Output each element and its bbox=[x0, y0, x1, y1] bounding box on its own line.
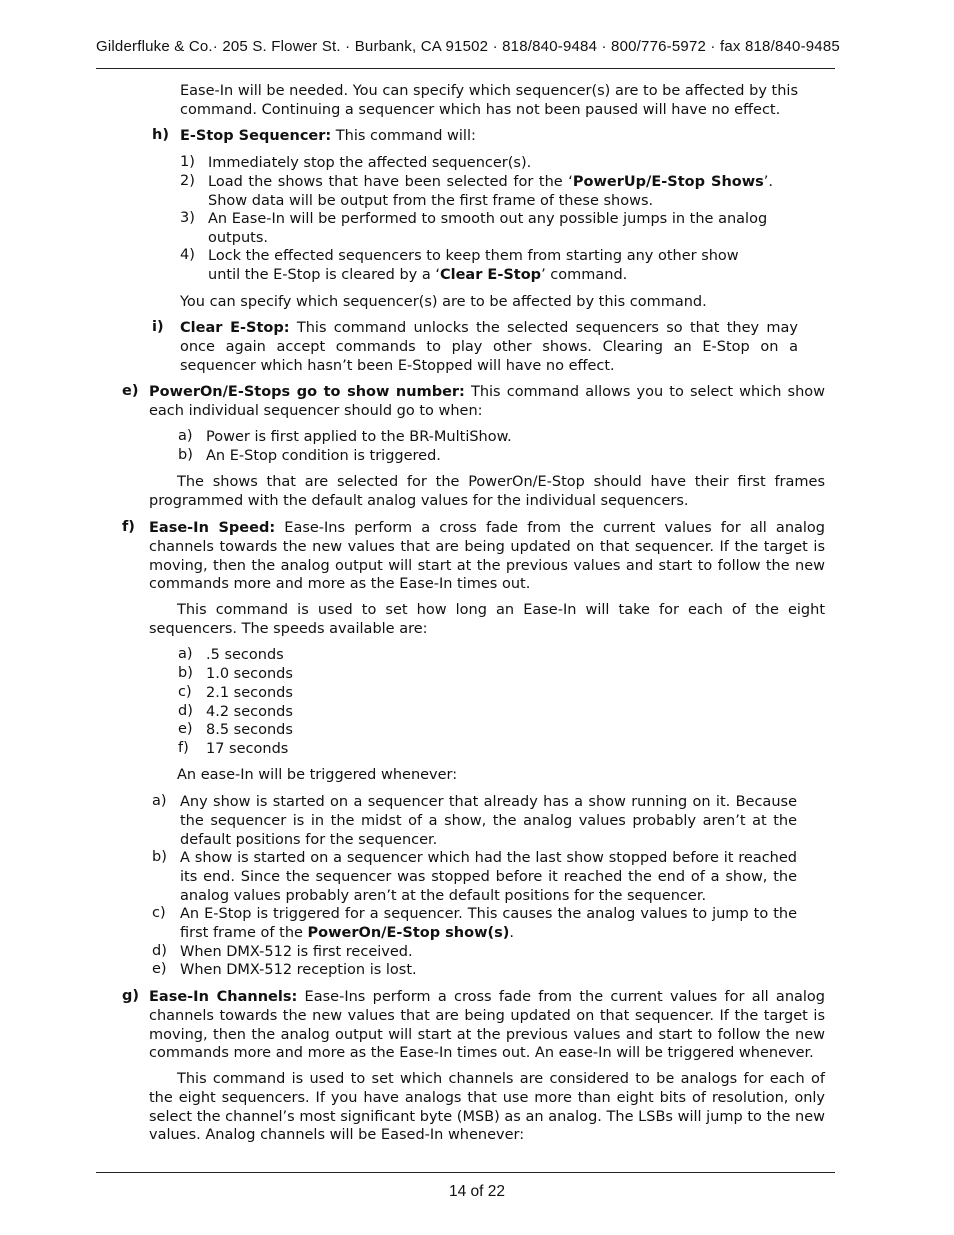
item-e-text: This command allows you to select which show each individual sequencer should go to when: bbox=[149, 384, 825, 419]
e-sub: Power is first applied to the BR-MultiShow. bbox=[206, 429, 512, 445]
case-num: a) bbox=[152, 793, 167, 809]
item-g-title: Ease-In Channels: bbox=[149, 989, 298, 1005]
e-sub: An E-Stop condition is triggered. bbox=[206, 448, 441, 464]
item-f bbox=[149, 519, 825, 594]
e-sub-num: a) bbox=[178, 428, 193, 444]
speed-option: 2.1 seconds bbox=[206, 685, 293, 701]
item-e-title: PowerOn/E-Stops go to show number: bbox=[149, 384, 465, 400]
h-step-text: Load the shows that have been selected for the ‘ bbox=[208, 174, 573, 190]
h-step-num: 2) bbox=[180, 173, 195, 189]
speed-option: 1.0 seconds bbox=[206, 666, 293, 682]
h-step-text: ’. Show data will be output from the first frame of these shows. bbox=[208, 174, 774, 209]
h-step bbox=[208, 247, 773, 285]
item-g-text: Ease-Ins perform a cross fade from the current values for all analog channels towards the new values that are being updated on that sequencer. If the target is moving, then the analog output will start at the previous values and start to follow the new commands more and more as the Ease-In times out. An ease-In will be triggered whenever. bbox=[149, 989, 825, 1062]
item-e-marker: e) bbox=[122, 383, 139, 399]
case-num: e) bbox=[152, 961, 167, 977]
case-num: c) bbox=[152, 905, 166, 921]
h-step-text: Lock the effected sequencers to keep them from starting any other show until the E-Stop is cleared by a ‘ bbox=[208, 248, 739, 283]
case-num: b) bbox=[152, 849, 167, 865]
footer-rule bbox=[96, 1172, 835, 1173]
page-header: Gilderfluke & Co.· 205 S. Flower St. · Burbank, CA 91502 · 818/840-9484 · 800/776-5972 · fax 818/840-9485 bbox=[96, 38, 840, 55]
speed-option: 17 seconds bbox=[206, 741, 289, 757]
speed-num: b) bbox=[178, 665, 193, 681]
case-item: When DMX-512 reception is lost. bbox=[180, 962, 417, 978]
h-step-num: 3) bbox=[180, 210, 195, 226]
item-i-marker: i) bbox=[152, 319, 164, 335]
speed-num: a) bbox=[178, 646, 193, 662]
item-i-text: This command unlocks the selected sequencers so that they may once again accept commands to play other shows. Clearing an E-Stop on a sequencer which hasn’t been E-Stopped will have no effect. bbox=[180, 320, 798, 374]
item-i bbox=[180, 319, 798, 375]
h-step-text: ’ command. bbox=[541, 266, 628, 283]
item-h-marker: h) bbox=[152, 127, 169, 143]
case-num: d) bbox=[152, 943, 167, 959]
case-text: An E-Stop is triggered for a sequencer. This causes the analog values to jump to the first frame of the bbox=[180, 906, 797, 941]
item-i-title: Clear E-Stop: bbox=[180, 320, 290, 336]
item-e bbox=[149, 383, 825, 421]
speed-option: 8.5 seconds bbox=[206, 722, 293, 738]
item-f-trigger: An ease-In will be triggered whenever: bbox=[177, 767, 458, 783]
case-item: When DMX-512 is first received. bbox=[180, 944, 413, 960]
item-f-text: Ease-Ins perform a cross fade from the current values for all analog channels towards the new values that are being updated on that sequencer. If the target is moving, then the analog output will start at the previous values and start to follow the new commands more and more as the Ease-In times out. bbox=[149, 520, 825, 593]
page-number: 14 of 22 bbox=[448, 1183, 506, 1200]
h-step-bold: PowerUp/E-Stop Shows bbox=[572, 174, 764, 190]
h-step: An Ease-In will be performed to smooth out any possible jumps in the analog outputs. bbox=[208, 211, 768, 246]
h-step-bold: Clear E-Stop bbox=[439, 266, 542, 283]
item-f-title: Ease-In Speed: bbox=[149, 520, 276, 536]
item-h-title: E-Stop Sequencer: bbox=[180, 128, 332, 144]
header-rule bbox=[96, 68, 835, 69]
speed-num: e) bbox=[178, 721, 193, 737]
item-g-para2: This command is used to set which channels are considered to be analogs for each of the eight sequencers. If you have analogs that use more than eight bits of resolution, only select the channel’s most significant byte (MSB) as an analog. The LSBs will jump to the new values. Analog channels will be Eased-In whenever: bbox=[149, 1071, 825, 1144]
speed-num: c) bbox=[178, 684, 192, 700]
case-item: A show is started on a sequencer which had the last show stopped before it reached its end. Since the sequencer was stopped before it reached the end of a show, the analog values probably aren’t at the default positions for the sequencer. bbox=[180, 850, 797, 904]
speed-num: f) bbox=[178, 740, 189, 756]
case-item: Any show is started on a sequencer that already has a show running on it. Because the sequencer is in the midst of a show, the analog values probably aren’t at the default positions for the sequencer. bbox=[180, 794, 797, 848]
h-step-num: 1) bbox=[180, 154, 195, 170]
item-g-marker: g) bbox=[122, 988, 140, 1004]
item-f-marker: f) bbox=[122, 519, 135, 535]
speed-option: 4.2 seconds bbox=[206, 704, 293, 720]
continued-paragraph: Ease-In will be needed. You can specify which sequencer(s) are to be affected by this command. Continuing a sequencer which has not been paused will have no effect. bbox=[180, 83, 798, 118]
item-h bbox=[180, 127, 798, 146]
speed-option: .5 seconds bbox=[206, 647, 284, 663]
item-e-after: The shows that are selected for the PowerOn/E-Stop should have their first frames programmed with the default analog values for the individual sequencers. bbox=[149, 474, 825, 509]
item-f-para2: This command is used to set how long an Ease-In will take for each of the eight sequencers. The speeds available are: bbox=[149, 602, 825, 637]
h-step bbox=[208, 173, 773, 211]
case-text: . bbox=[509, 924, 514, 941]
item-h-text: This command will: bbox=[331, 128, 476, 144]
h-step: Immediately stop the affected sequencer(s). bbox=[208, 155, 532, 171]
case-item bbox=[180, 905, 797, 943]
speed-num: d) bbox=[178, 703, 193, 719]
case-bold: PowerOn/E-Stop show(s) bbox=[307, 924, 510, 941]
item-g bbox=[149, 988, 825, 1063]
h-step-num: 4) bbox=[180, 247, 195, 263]
item-h-after: You can specify which sequencer(s) are to be affected by this command. bbox=[180, 294, 707, 310]
e-sub-num: b) bbox=[178, 447, 193, 463]
